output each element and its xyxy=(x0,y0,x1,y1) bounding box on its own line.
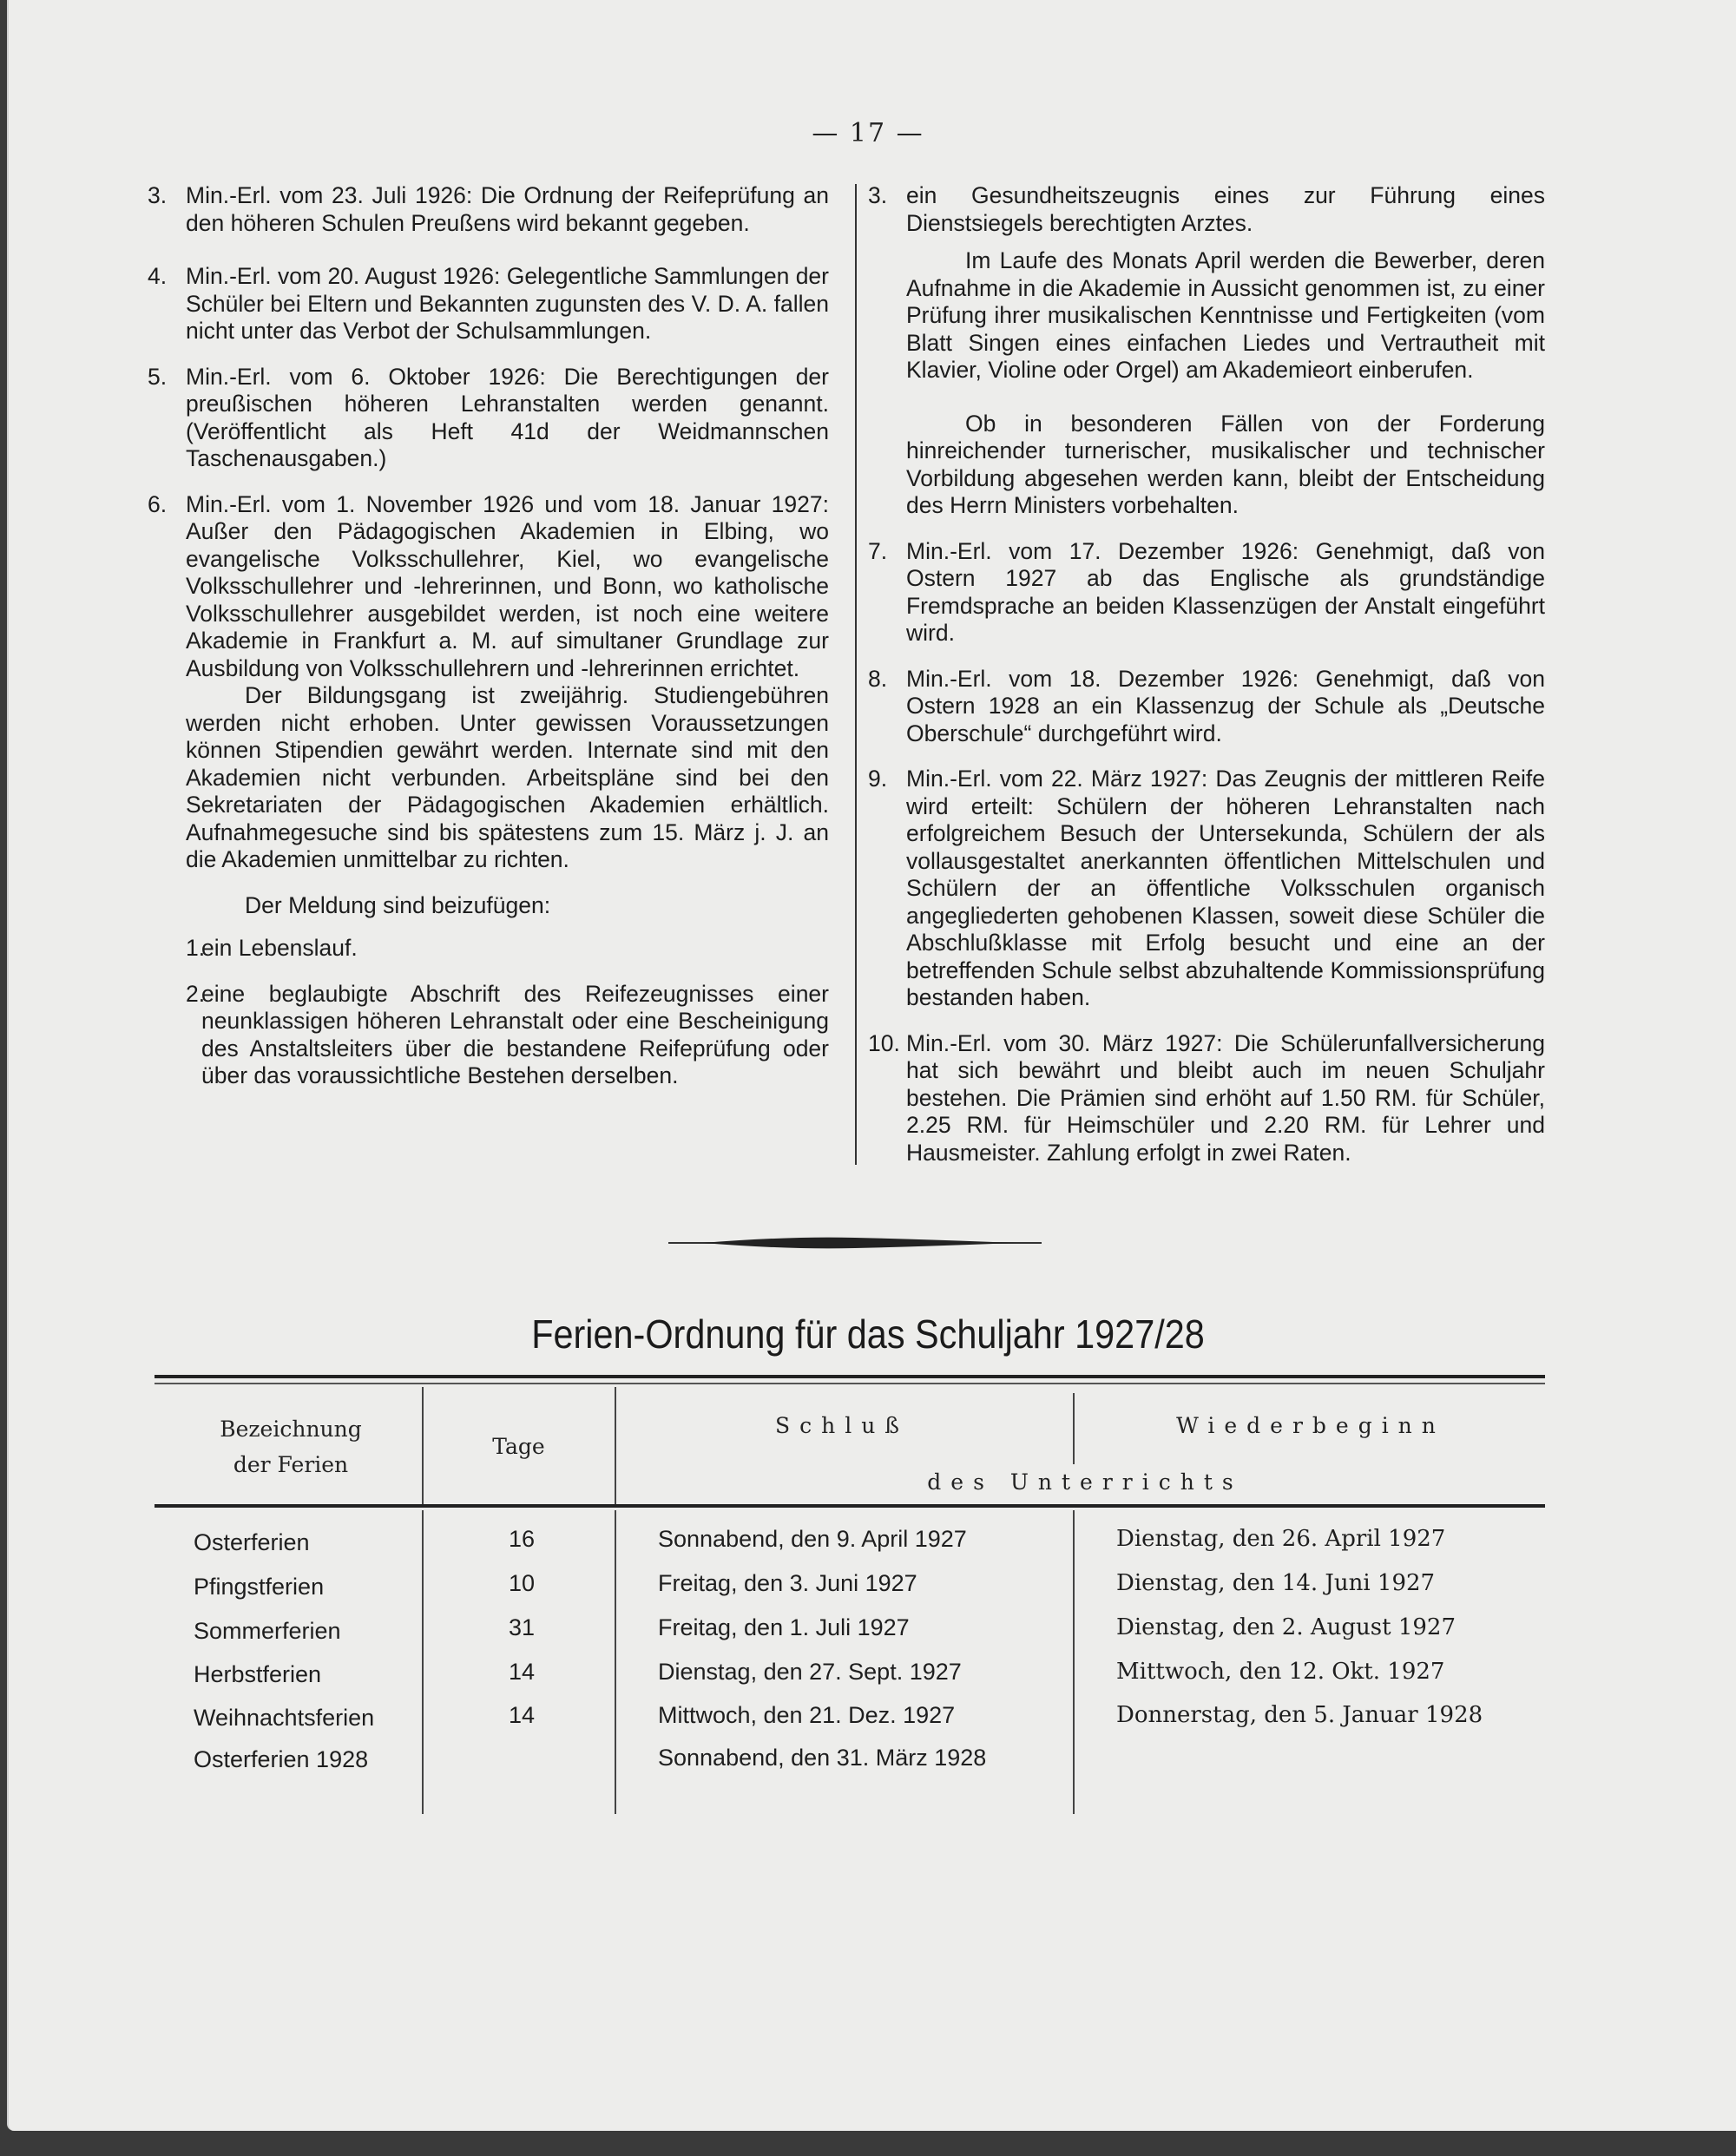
paragraph-april: Im Laufe des Monats April werden die Bewerber, deren Aufnahme in die Akademie in Aussicht genommen ist, zu einer Prüfung ihrer musikalischen Kenntnisse und Fertigkeiten (vom Blatt Singen eines einfachen Liedes und Vertrautheit mit Klavier, Violine oder Orgel) am Akademieort einberufen. xyxy=(906,247,1545,383)
cell-name: Herbstferien xyxy=(194,1661,322,1687)
item-text: Min.-Erl. vom 23. Juli 1926: Die Ordnung der Reifeprüfung an den höheren Schulen Preußens wird bekannt gegeben. xyxy=(186,182,829,236)
item-text: Min.-Erl. vom 22. März 1927: Das Zeugnis der mittleren Reife wird erteilt: Schülern der höheren Lehranstalten nach erfolgreichem Besuch der Untersekunda, Schülern der als vollausgestaltet anerkannten öffentlichen Mittelschulen und Schülern der an öffentliche Volksschulen organisch angegliederten gehobenen Klassen, soweit diese Schüler die Abschlußklasse mit Erfolg besucht und eine an der betreffenden Schule selbst abzuhaltende Kommissionsprüfung bestanden haben. xyxy=(906,766,1545,1010)
column-divider xyxy=(422,1510,424,1814)
item-text: ein Lebenslauf. xyxy=(201,935,358,961)
ornament-divider-icon xyxy=(668,1234,1042,1252)
item-number: 1. xyxy=(186,935,206,961)
cell-restart: Dienstag, den 26. April 1927 xyxy=(1116,1526,1446,1552)
page-number: — 17 — xyxy=(812,118,924,148)
paragraph-bildungsgang: Der Bildungsgang ist zweijährig. Studiengebühren werden nicht erhoben. Unter gewissen Voraussetzungen können Stipendien gewährt werden. Internate sind mit den Akademien nicht verbunden. Arbeitspläne sind bei den Sekretariaten der Pädagogischen Akademien erhältlich. Aufnahmegesuche sind bis spätestens zum 15. März j. J. an die Akademien unmittelbar zu richten. xyxy=(186,682,829,872)
item-number: 10. xyxy=(868,1029,900,1056)
header-name-line1: Bezeichnung xyxy=(220,1417,362,1442)
item-text: Min.-Erl. vom 17. Dezember 1926: Genehmigt, daß von Ostern 1927 ab das Englische als grundständige Fremdsprache an beiden Klassenzügen der Anstalt eingeführt wird. xyxy=(906,537,1545,646)
left-column xyxy=(148,182,829,1108)
right-column xyxy=(868,182,1545,1185)
cell-end: Mittwoch, den 21. Dez. 1927 xyxy=(658,1702,956,1728)
cell-end: Dienstag, den 27. Sept. 1927 xyxy=(658,1659,962,1685)
item-number: 2. xyxy=(186,980,206,1007)
table-title: Ferien-Ordnung für das Schuljahr 1927/28 xyxy=(531,1311,1205,1357)
decree-item xyxy=(148,491,829,683)
cell-name: Weihnachtsferien xyxy=(194,1705,375,1731)
item-number: 6. xyxy=(148,490,168,517)
cell-restart: Dienstag, den 14. Juni 1927 xyxy=(1116,1570,1436,1596)
cell-end: Freitag, den 1. Juli 1927 xyxy=(658,1614,910,1640)
table-top-rule-thin xyxy=(155,1383,1545,1384)
cell-name: Pfingstferien xyxy=(194,1574,325,1600)
cell-days: 31 xyxy=(509,1614,536,1640)
cell-days: 16 xyxy=(509,1526,536,1552)
column-divider xyxy=(615,1387,616,1504)
item-text: Min.-Erl. vom 30. März 1927: Die Schülerunfallversicherung hat sich bewährt und bleibt auch im neuen Schuljahr bestehen. Die Prämien sind erhöht auf 1.50 RM. für Schüler, 2.25 RM. für Heimschüler und 2.20 RM. für Lehrer und Hausmeister. Zahlung erfolgt in zwei Raten. xyxy=(906,1029,1545,1166)
item-number: 7. xyxy=(868,537,888,564)
header-restart: Wiederbeginn xyxy=(1176,1413,1445,1438)
item-text: Min.-Erl. vom 1. November 1926 und vom 18. Januar 1927: Außer den Pädagogischen Akademien in Elbing, wo evangelische Volksschullehrer, Kiel, wo evangelische Volksschullehrer und -lehrerinnen, und Bonn, wo katholische Volksschullehrer ausgebildet werden, ist noch eine weitere Akademie in Frankfurt a. M. auf simultaner Grundlage zur Ausbildung von Volksschullehrern und -lehrerinnen errichtet. xyxy=(186,490,829,681)
item-text: Min.-Erl. vom 18. Dezember 1926: Genehmigt, daß von Ostern 1928 an ein Klassenzug der Schule als „Deutsche Oberschule“ durchgeführt wird. xyxy=(906,665,1545,746)
cell-name: Osterferien xyxy=(194,1529,310,1555)
cell-name: Sommerferien xyxy=(194,1618,341,1644)
decree-item xyxy=(148,182,829,237)
decree-item xyxy=(868,538,1545,647)
item-number: 3. xyxy=(148,182,168,208)
item-text: Min.-Erl. vom 6. Oktober 1926: Die Berechtigungen der preußischen höheren Lehranstalten werden genannt. (Veröffentlicht als Heft 41d der Weidmannschen Taschenausgaben.) xyxy=(186,363,829,471)
cell-restart: Dienstag, den 2. August 1927 xyxy=(1116,1614,1457,1640)
decree-item xyxy=(868,1030,1545,1167)
cell-restart: Mittwoch, den 12. Okt. 1927 xyxy=(1116,1659,1445,1685)
column-divider xyxy=(422,1387,424,1504)
header-span: des Unterrichts xyxy=(927,1469,1243,1495)
header-end: Schluß xyxy=(774,1413,910,1438)
column-divider xyxy=(1073,1393,1075,1464)
cell-end: Sonnabend, den 31. März 1928 xyxy=(658,1745,987,1771)
header-name-line2: der Ferien xyxy=(233,1452,349,1477)
item-number: 8. xyxy=(868,665,888,692)
decree-item xyxy=(868,766,1545,1012)
column-divider xyxy=(855,184,857,1165)
header-days: Tage xyxy=(492,1434,545,1459)
attachment-list xyxy=(148,935,829,1090)
item-number: 4. xyxy=(148,263,168,289)
attachment-item xyxy=(868,182,1545,237)
cell-days: 14 xyxy=(509,1659,536,1685)
cell-days: 14 xyxy=(509,1702,536,1728)
cell-end: Sonnabend, den 9. April 1927 xyxy=(658,1526,967,1552)
cell-days: 10 xyxy=(509,1570,536,1596)
item-number: 3. xyxy=(868,182,888,208)
decree-item xyxy=(148,263,829,345)
attachment-item xyxy=(148,935,829,963)
item-text: eine beglaubigte Abschrift des Reifezeugnisses einer neunklassigen höheren Lehranstalt oder eine Bescheinigung des Anstaltsleiters über die bestandene Reifeprüfung oder über das voraussichtliche Bestehen derselben. xyxy=(201,980,829,1088)
item-text: Min.-Erl. vom 20. August 1926: Gelegentliche Sammlungen der Schüler bei Eltern und Bekannten zugunsten des V. D. A. fallen nicht unter das Verbot der Schulsammlungen. xyxy=(186,263,829,344)
item-number: 5. xyxy=(148,363,168,390)
attachment-item xyxy=(148,981,829,1090)
decree-item xyxy=(148,364,829,473)
cell-name: Osterferien 1928 xyxy=(194,1746,369,1772)
decree-item xyxy=(868,666,1545,748)
table-header-rule xyxy=(155,1504,1545,1508)
column-divider xyxy=(615,1510,616,1814)
item-text: ein Gesundheitszeugnis eines zur Führung eines Dienstsiegels berechtigten Arztes. xyxy=(906,182,1545,236)
paragraph-faelle: Ob in besonderen Fällen von der Forderung hinreichender turnerischer, musikalischer und technischer Vorbildung abgesehen werden kann, bleibt der Entscheidung des Herrn Ministers vorbehalten. xyxy=(906,410,1545,518)
table-top-rule xyxy=(155,1375,1545,1378)
cell-end: Freitag, den 3. Juni 1927 xyxy=(658,1570,917,1596)
column-divider xyxy=(1073,1510,1075,1814)
item-number: 9. xyxy=(868,766,888,792)
cell-restart: Donnerstag, den 5. Januar 1928 xyxy=(1116,1702,1483,1728)
paragraph-meldung: Der Meldung sind beizufügen: xyxy=(245,891,551,918)
